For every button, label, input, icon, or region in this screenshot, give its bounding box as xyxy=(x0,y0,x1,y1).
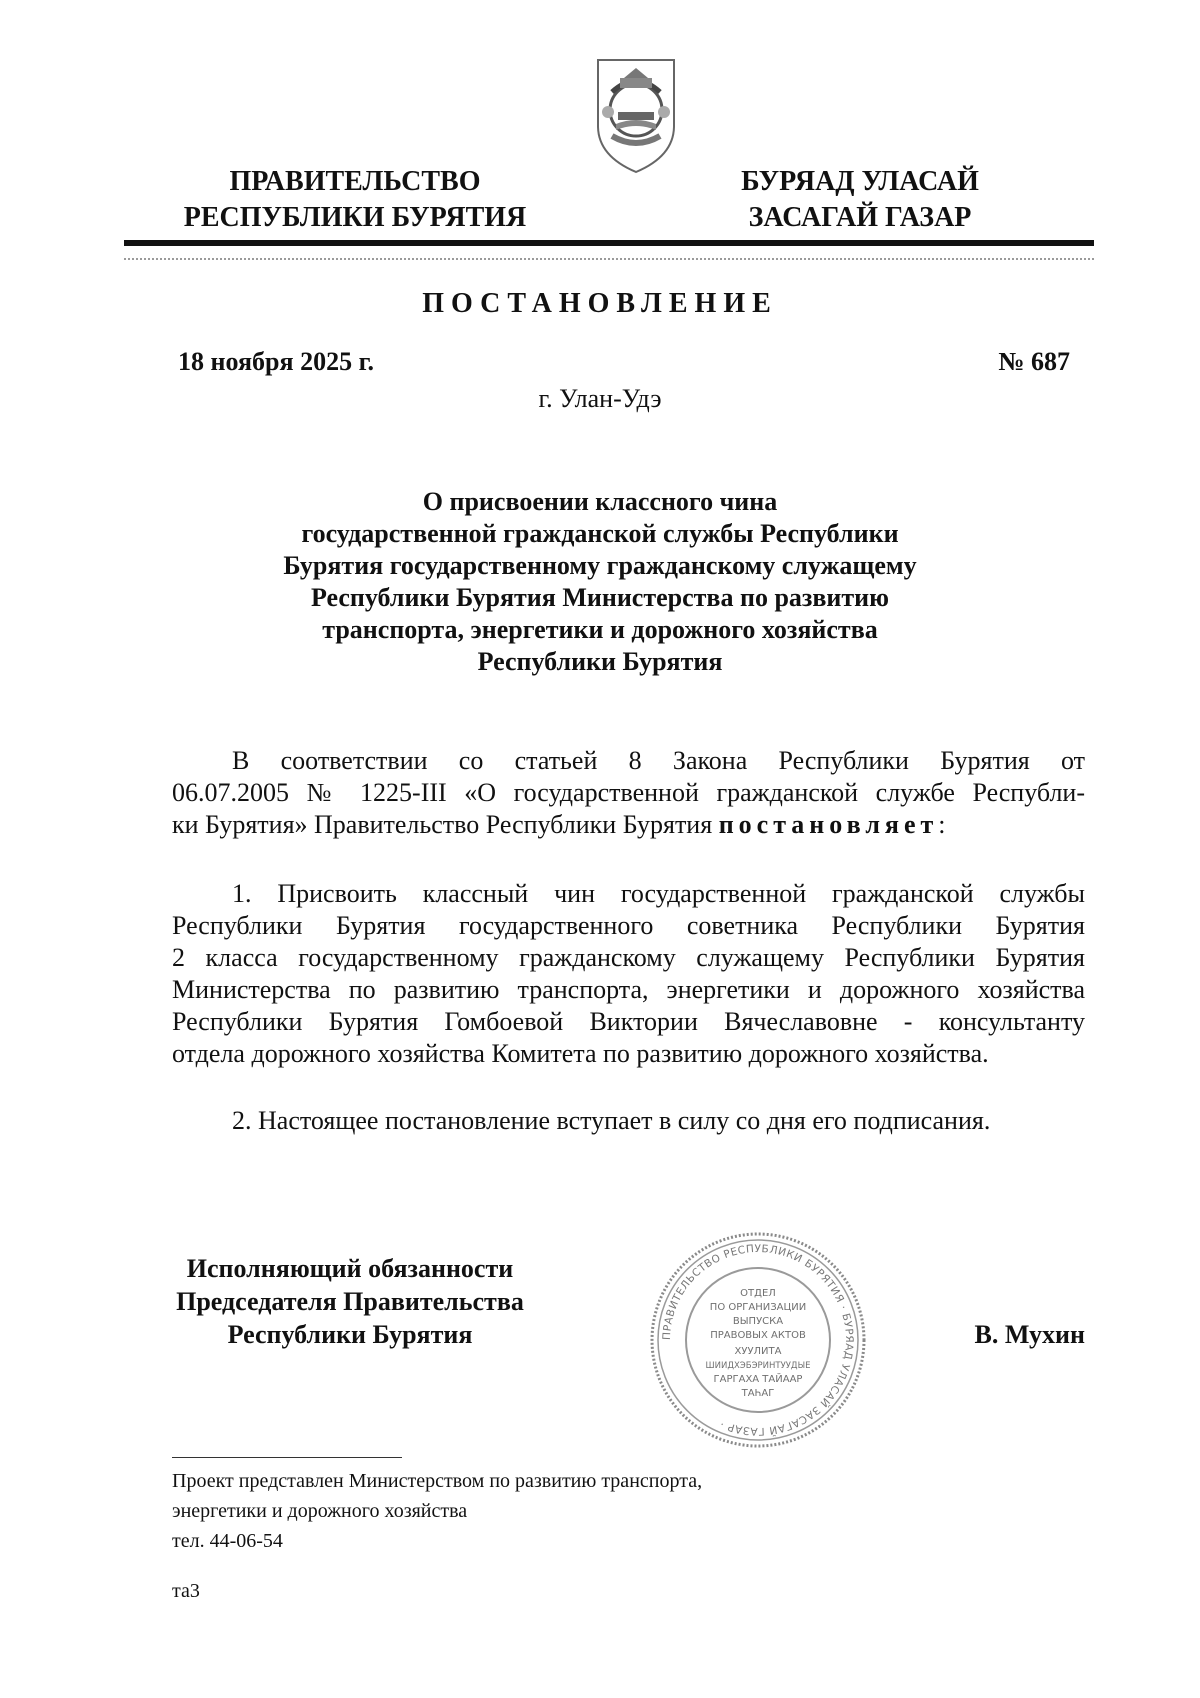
signatory-title-line: Председателя Правительства xyxy=(176,1287,524,1316)
title-line: О присвоении классного чина xyxy=(422,487,778,516)
document-type: ПОСТАНОВЛЕНИЕ xyxy=(422,288,778,319)
executor-mark: та3 xyxy=(172,1580,200,1602)
header-divider xyxy=(124,240,1094,246)
preamble-line-last xyxy=(172,809,1085,841)
item-1-line: 2 класса государственному гражданскому служащему Республики Бурятия xyxy=(172,943,1085,972)
footnote-divider xyxy=(172,1457,402,1458)
document-city: г. Улан-Удэ xyxy=(538,384,662,413)
document-date: 18 ноября 2025 г. xyxy=(178,347,374,376)
preamble-line: 06.07.2005 № 1225-III «О государственной гражданской службе Республи- xyxy=(172,778,1085,807)
document-number: № 687 xyxy=(998,347,1070,376)
title-line: Республики Бурятия xyxy=(477,647,723,676)
header-left-line2: РЕСПУБЛИКИ БУРЯТИЯ xyxy=(183,202,527,233)
preamble-colon: : xyxy=(938,810,946,839)
title-line: Бурятия государственному гражданскому служащему xyxy=(283,551,917,580)
preamble-line: В соответствии со статьей 8 Закона Республики Бурятия от xyxy=(232,746,1085,775)
header-divider-dotted xyxy=(124,258,1094,260)
header-left-block xyxy=(170,164,540,236)
stamp-center-line: ТАҺАГ xyxy=(741,1388,775,1399)
item-1-line: Республики Бурятия государственного советника Республики Бурятия xyxy=(172,911,1085,940)
footnote-line: Проект представлен Министерством по развитию транспорта, xyxy=(172,1470,703,1492)
stamp-center-line: ШИИДХЭБЭРИНТУУДЫЕ xyxy=(705,1361,811,1371)
item-1-line: 1. Присвоить классный чин государственной гражданской службы xyxy=(232,879,1085,908)
document-title xyxy=(250,486,950,678)
stamp-center-line: ВЫПУСКА xyxy=(732,1316,784,1327)
header-right-line1: БУРЯАД УЛАСАЙ xyxy=(741,166,979,197)
stamp-center-line: ПО ОРГАНИЗАЦИИ xyxy=(709,1302,807,1313)
item-2-paragraph xyxy=(172,1105,1085,1137)
stamp-center-line: ХУУЛИТА xyxy=(734,1346,782,1357)
title-line: государственной гражданской службы Республики xyxy=(301,519,899,548)
official-stamp xyxy=(648,1230,868,1450)
item-1-line: отдела дорожного хозяйства Комитета по развитию дорожного хозяйства. xyxy=(172,1039,989,1068)
coat-of-arms-emblem xyxy=(590,56,682,176)
signatory-name: В. Мухин xyxy=(974,1320,1085,1349)
footnote-line: энергетики и дорожного хозяйства xyxy=(172,1500,468,1522)
stamp-center-line: ГАРГАХА ТАЙААР xyxy=(713,1374,803,1385)
item-1-line: Министерства по развитию транспорта, энергетики и дорожного хозяйства xyxy=(172,975,1085,1004)
signatory-title-line: Исполняющий обязанности xyxy=(186,1254,514,1283)
item-2-line: 2. Настоящее постановление вступает в силу со дня его подписания. xyxy=(232,1106,991,1135)
item-1-line: Республики Бурятия Гомбоевой Виктории Вячеславовне - консультанту xyxy=(172,1007,1085,1036)
item-1-paragraph xyxy=(172,878,1085,1070)
stamp-center-line: ПРАВОВЫХ АКТОВ xyxy=(710,1330,806,1341)
footnote xyxy=(172,1466,702,1556)
preamble-last-text: ки Бурятия» Правительство Республики Бурятия xyxy=(172,810,719,839)
header-right-block xyxy=(690,164,1030,236)
stamp-center-line: ОТДЕЛ xyxy=(740,1288,776,1299)
resolve-verb: постановляет xyxy=(718,810,939,839)
title-line: Республики Бурятия Министерства по развитию xyxy=(310,583,890,612)
signatory-title-line: Республики Бурятия xyxy=(227,1320,473,1349)
stamp-ring-text: ПРАВИТЕЛЬСТВО РЕСПУБЛИКИ БУРЯТИЯ · БУРЯАД УЛАСАЙ ЗАСАГАЙ ГАЗАР · xyxy=(660,1242,856,1438)
signatory-title xyxy=(150,1252,550,1351)
footnote-phone: тел. 44-06-54 xyxy=(172,1530,283,1552)
header-right-line2: ЗАСАГАЙ ГАЗАР xyxy=(748,202,972,233)
header-left-line1: ПРАВИТЕЛЬСТВО xyxy=(229,166,481,197)
title-line: транспорта, энергетики и дорожного хозяйства xyxy=(322,615,878,644)
preamble-paragraph xyxy=(172,745,1085,841)
